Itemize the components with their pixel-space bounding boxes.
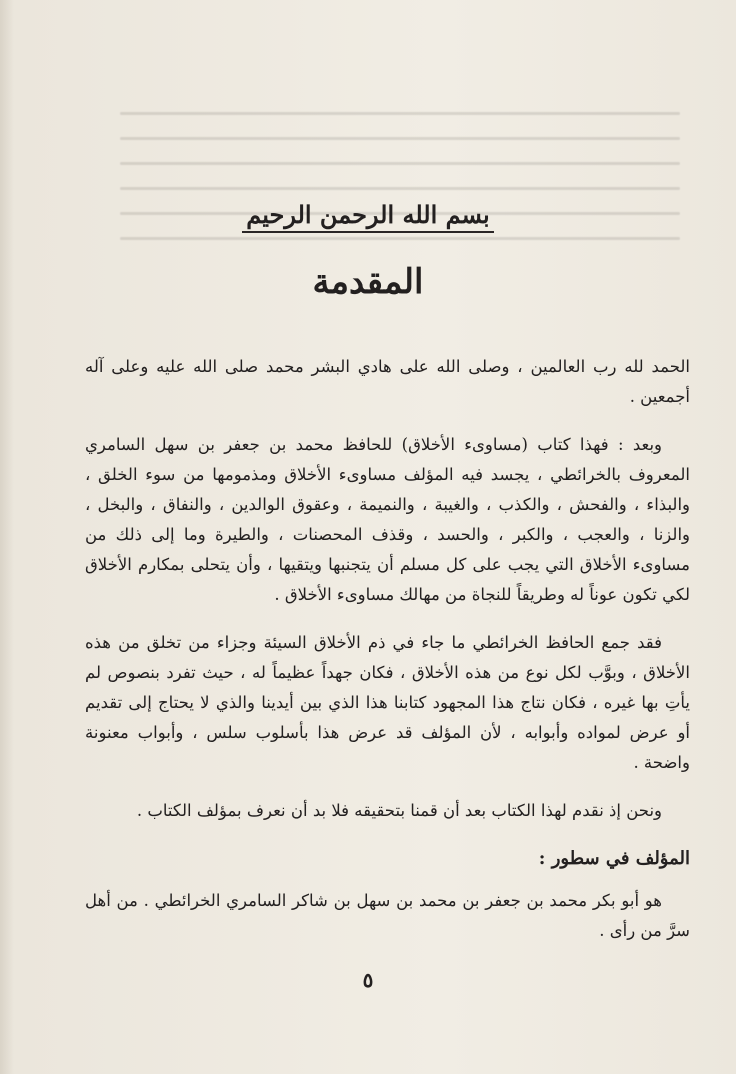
show-through-texture <box>120 90 680 290</box>
paragraph-author: هو أبو بكر محمد بن جعفر بن محمد بن سهل بن شاكر السامري الخرائطي . من أهل سرَّ من رأى . <box>85 891 690 940</box>
basmala-text: بسم الله الرحمن الرحيم <box>242 200 493 233</box>
page-heading: المقدمة <box>312 262 424 302</box>
body-text <box>85 352 690 964</box>
paragraph-book-intro: وبعد : فهذا كتاب (مساوىء الأخلاق) للحافظ محمد بن جعفر بن سهل السامري المعروف بالخرائطي ، يجسد فيه المؤلف مساوىء الأخلاق ومذمومها من سوء الخلق ، والبذاء ، والفحش ، والكذب ، والغيبة ، والنميمة ، وعقوق الوالدين ، والنفاق ، والبخل ، والزنا ، والعجب ، والكبر ، والحسد ، وقذف المحصنات ، والطيرة وما إلى ذلك من مساوىء الأخلاق التي يجب على كل مسلم أن يتجنبها ويتقيها ، وأن يتحلى بمكارم الأخلاق لكي تكون عوناً له وطريقاً للنجاة من مهالك مساوىء الأخلاق . <box>85 435 690 604</box>
page-number: ٥ <box>362 968 374 992</box>
paragraph-compilation: فقد جمع الحافظ الخرائطي ما جاء في ذم الأخلاق السيئة وجزاء من تخلق من هذه الأخلاق ، وبوَّب لكل نوع من هذه الأخلاق ، فكان جهداً عظيماً له ، حيث تفرد بنصوص لم يأتِ بها غيره ، فكان نتاج هذا المجهود كتابنا هذا الذي بين أيدينا والذي لا يحتاج إلى تقديم أو عرض لمواده وأبوابه ، لأن المؤلف قد عرض هذا بأسلوب سلس ، وأبواب معنونة واضحة . <box>85 633 690 772</box>
paragraph-transition: ونحن إذ نقدم لهذا الكتاب بعد أن قمنا بتحقيقه فلا بد أن نعرف بمؤلف الكتاب . <box>136 801 662 820</box>
paragraph-opening: الحمد لله رب العالمين ، وصلى الله على هادي البشر محمد صلى الله عليه وعلى آله أجمعين . <box>85 357 690 406</box>
section-title: المؤلف في سطور : <box>538 848 690 869</box>
basmala <box>0 200 736 229</box>
